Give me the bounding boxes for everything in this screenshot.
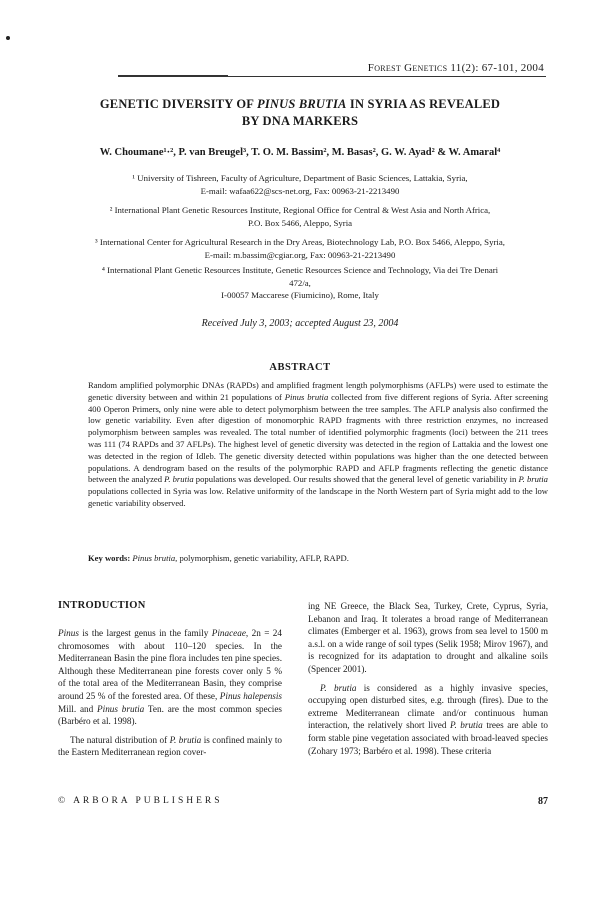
- species-brutia: Pinus brutia: [97, 703, 145, 714]
- affiliation-4-line-1: ⁴ International Plant Genetic Resources Institute, Genetic Resources Science and Technology, Via dei Tre Denari: [101, 265, 499, 275]
- abstract-text-1: Random amplified polymorphic DNAs (RAPDs) and amplified fragment length polymorphisms (AFLPs) were used to estimate the genetic diversity between and within 21 populations of: [88, 380, 548, 402]
- right-column: [308, 600, 548, 763]
- abstract-text-4: populations collected in Syria was low. Relative uniformity of the landscape in the North Western part of Syria might add to the low genetic variability observed.: [88, 486, 548, 508]
- affiliation-3-line-2: E-mail: m.bassim@cgiar.org, Fax: 00963-21-2213490: [204, 249, 396, 260]
- intro-p2-text-a: The natural distribution of: [70, 734, 170, 745]
- family-name: Pinaceae: [211, 628, 246, 638]
- title-part-2: IN SYRIA AS REVEALED: [346, 97, 501, 111]
- affiliation-2-line-2: P.O. Box 5466, Aleppo, Syria: [247, 217, 353, 228]
- affiliation-2-line-1: ² International Plant Genetic Resources Institute, Regional Office for Central & West Asia and North Africa,: [109, 205, 491, 215]
- paper-title: [60, 96, 540, 130]
- abstract-text-3: populations was developed. Our results showed that the general level of genetic variability in: [193, 474, 519, 485]
- header-rule-accent: [118, 75, 228, 77]
- intro-p1-text-d: Ten. are the most common species (Barbéro et al. 1998).: [58, 703, 282, 727]
- title-part-1: GENETIC DIVERSITY OF: [99, 97, 257, 111]
- abstract-heading: ABSTRACT: [269, 362, 331, 373]
- author-list: W. Choumane¹·², P. van Breugel³, T. O. M. Bassim², M. Basas², G. W. Ayad² & W. Amaral⁴: [99, 147, 501, 158]
- abstract-text-2: collected from five different regions of Syria. After screening 400 Operon Primers, only nine were able to detect polymorphism between the tree samples. The AFLP analysis also confirmed the low genetic variability. Even after digestion of monomorphic RAPD fragments with three restriction enzymes, no increased polymorphism between samples was revealed. The total number of identified polymorphic fragments (loci) between the 211 trees was 111 (74 RAPDs and 37 AFLPs). The highest level of genetic diversity was detected in the region of Lattakia and the lowest one was detected in the region of Idleb. The genetic diversity detected within populations was higher than the one detected between populations. A dendrogram based on the results of the polymorphic RAPD and AFLP fragments reflecting the genetic distance between the analyzed: [88, 391, 548, 485]
- journal-citation: 11(2): 67-101, 2004: [450, 62, 544, 74]
- running-header: [368, 62, 544, 74]
- affiliation-1-line-1: ¹ University of Tishreen, Faculty of Agriculture, Department of Basic Sciences, Lattakia, Syria,: [132, 173, 468, 183]
- intro-p1-text-c: Mill. and: [58, 703, 98, 714]
- intro-p2-species: P. brutia: [169, 734, 202, 745]
- intro-p1-text-a: is the largest genus in the family: [78, 628, 212, 638]
- introduction-heading: INTRODUCTION: [58, 600, 146, 611]
- genus-name: Pinus: [58, 628, 79, 638]
- affiliation-1-line-2: E-mail: wafaa622@scs-net.org, Fax: 00963-21-2213490: [200, 185, 400, 196]
- intro-paragraph-3: ing NE Greece, the Black Sea, Turkey, Crete, Cyprus, Syria, Lebanon and Iraq. It tolerates a broad range of Mediterranean climates (Emberger et al. 1963), grows from sea level to 1500 m a.s.l. on a wide range of soil types (Selik 1958; Mirov 1967), and is recognized for its adaptation to drought and alkaline soils (Spencer 2001).: [308, 601, 548, 674]
- intro-p2-text-b: is confined mainly to the Eastern Mediterranean region cover-: [58, 734, 283, 758]
- keywords: [88, 553, 548, 563]
- keywords-label: Key words:: [88, 553, 131, 563]
- title-line-2: BY DNA MARKERS: [241, 114, 359, 128]
- publisher-footer: © ARBORA PUBLISHERS: [58, 796, 223, 806]
- intro-p4-species: P. brutia: [320, 682, 357, 693]
- affiliation-4-line-3: I-00057 Maccarese (Fiumicino), Rome, Italy: [221, 290, 379, 300]
- journal-name: Forest Genetics: [367, 62, 448, 74]
- affiliation-4-line-2: 472/a,: [289, 277, 311, 288]
- intro-p4-species-2: P. brutia: [450, 720, 483, 731]
- left-column: [58, 627, 282, 765]
- intro-paragraph-2: [58, 734, 282, 759]
- received-dates: Received July 3, 2003; accepted August 23, 2004: [201, 318, 399, 329]
- affiliation-3: [60, 236, 540, 261]
- abstract-body: [88, 380, 548, 510]
- affiliation-4: [60, 264, 540, 302]
- intro-p4-text-a: is considered as a highly invasive species, occupying open disturbed sites, e.g. through (fires). Due to the extreme Mediterranean climate and/or continuous human interaction, the relatively short lived: [308, 682, 548, 731]
- intro-paragraph-1: [58, 627, 282, 728]
- title-species: PINUS BRUTIA: [257, 97, 347, 111]
- intro-p4-text-b: trees are able to form stable pine vegetation associated with broad-leaved species (Zohary 1973; Barbéro et al. 1998). These criteria: [308, 720, 548, 756]
- affiliation-2: [60, 204, 540, 229]
- intro-paragraph-4: [308, 682, 548, 758]
- abstract-species-2: P. brutia: [164, 474, 194, 485]
- keywords-text: , polymorphism, genetic variability, AFLP, RAPD.: [175, 553, 349, 563]
- abstract-species-1: Pinus brutia: [284, 391, 329, 402]
- species-halepensis: Pinus halepensis: [219, 690, 282, 701]
- affiliation-1: [60, 172, 540, 197]
- abstract-species-3: P. brutia: [518, 474, 548, 485]
- keywords-species: Pinus brutia: [132, 553, 176, 563]
- page-number: 87: [538, 796, 548, 807]
- intro-p1-text-b: , 2n = 24 chromosomes with about 110–120 species. In the Mediterranean Basin the pine flora includes ten pine species. Although these Mediterranean pine forests cover only 5 % of the total area of the Mediterranean Basin, they comprise around 25 % of the forested area. Of these,: [58, 628, 282, 701]
- scan-speck: [6, 36, 10, 40]
- affiliation-3-line-1: ³ International Center for Agricultural Research in the Dry Areas, Biotechnology Lab, P.O. Box 5466, Aleppo, Syria,: [95, 237, 505, 247]
